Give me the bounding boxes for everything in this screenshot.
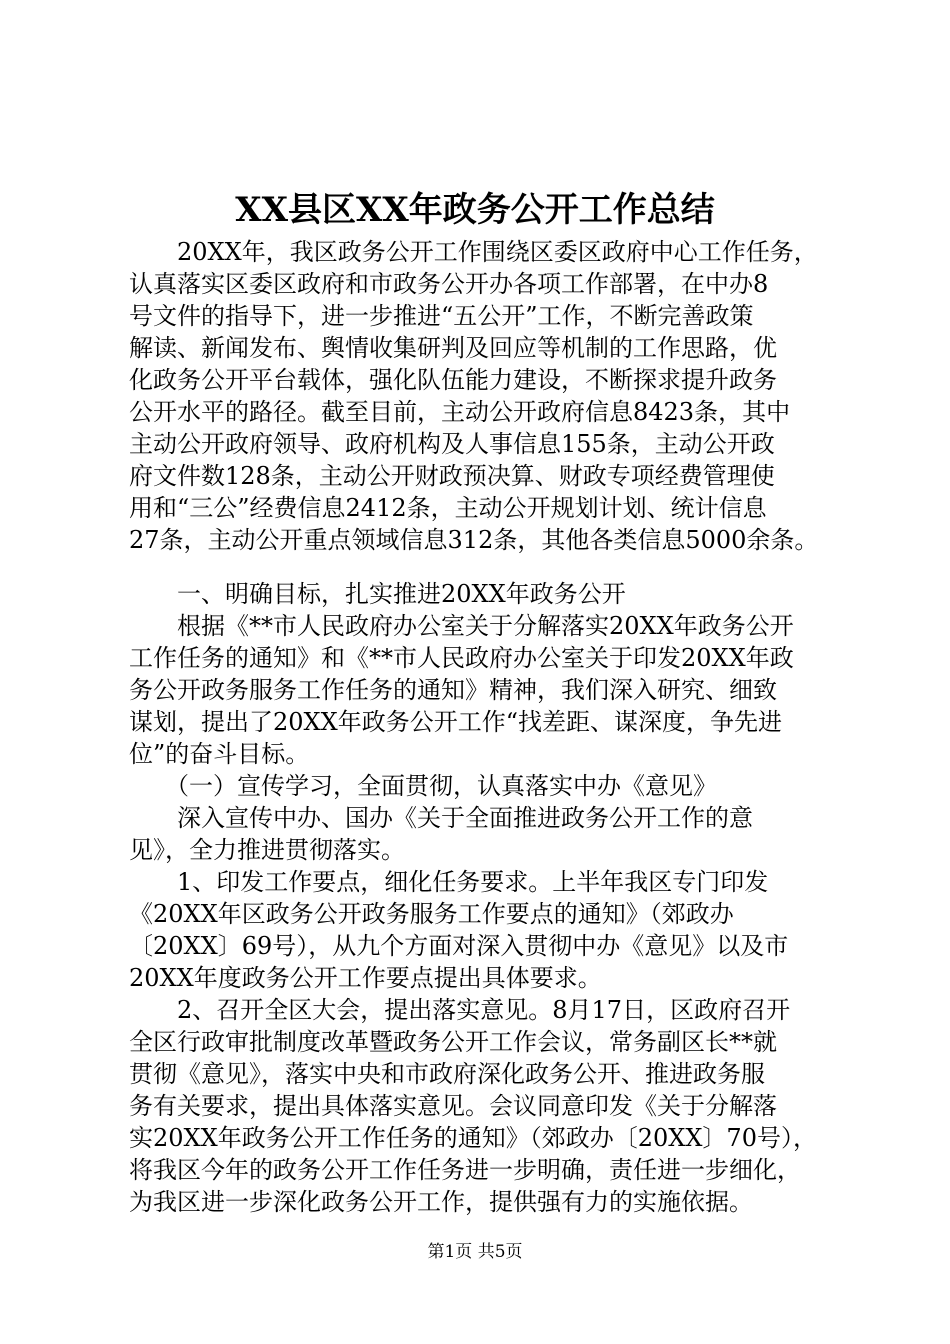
body-line: 工作任务的通知》和《**市人民政府办公室关于印发20XX年政: [129, 644, 794, 672]
body-line: 公开水平的路径。截至目前，主动公开政府信息8423条，其中: [129, 398, 791, 426]
body-line: 府文件数128条，主动公开财政预决算、财政专项经费管理使: [129, 462, 775, 490]
body-line: 27条，主动公开重点领域信息312条，其他各类信息5000余条。: [129, 526, 819, 554]
body-line: 谋划，提出了20XX年政务公开工作“找差距、谋深度，争先进: [129, 708, 782, 736]
body-line: 2、召开全区大会，提出落实意见。8月17日，区政府召开: [129, 996, 791, 1024]
body-line: 主动公开政府领导、政府机构及人事信息155条，主动公开政: [129, 430, 775, 458]
body-line: 《20XX年区政务公开政务服务工作要点的通知》（郊政办: [129, 900, 734, 928]
body-line: 务公开政务服务工作任务的通知》精神，我们深入研究、细致: [129, 676, 777, 704]
body-line: 20XX年度政务公开工作要点提出具体要求。: [129, 964, 602, 992]
document-title: XX县区XX年政务公开工作总结: [235, 190, 715, 230]
body-line: 〔20XX〕69号），从九个方面对深入贯彻中办《意见》以及市: [129, 932, 789, 960]
body-line: 20XX年，我区政务公开工作围绕区委区政府中心工作任务，: [129, 238, 818, 266]
body-line: 实20XX年政务公开工作任务的通知》（郊政办〔20XX〕70号），: [129, 1124, 817, 1152]
body-line: 贯彻《意见》，落实中央和市政府深化政务公开、推进政务服: [129, 1060, 765, 1088]
page-indicator: 第1页 共5页: [427, 1242, 523, 1262]
body-line: 为我区进一步深化政务公开工作，提供强有力的实施依据。: [129, 1188, 753, 1216]
body-line: 解读、新闻发布、舆情收集研判及回应等机制的工作思路，优: [129, 334, 777, 362]
body-line: 务有关要求，提出具体落实意见。会议同意印发《关于分解落: [129, 1092, 777, 1120]
section-heading: 一、明确目标，扎实推进20XX年政务公开: [129, 580, 626, 608]
body-line: 认真落实区委区政府和市政务公开办各项工作部署，在中办8: [129, 270, 769, 298]
body-line: 用和“三公”经费信息2412条，主动公开规划计划、统计信息: [129, 494, 767, 522]
body-line: 见》，全力推进贯彻落实。: [129, 836, 405, 864]
body-line: 位”的奋斗目标。: [129, 740, 310, 768]
body-line: 深入宣传中办、国办《关于全面推进政务公开工作的意: [129, 804, 753, 832]
subsection-heading: （一）宣传学习，全面贯彻，认真落实中办《意见》: [129, 772, 717, 800]
body-line: 根据《**市人民政府办公室关于分解落实20XX年政务公开: [129, 612, 794, 640]
body-line: 号文件的指导下，进一步推进“五公开”工作，不断完善政策: [129, 302, 754, 330]
body-line: 化政务公开平台载体，强化队伍能力建设，不断探求提升政务: [129, 366, 777, 394]
body-line: 1、印发工作要点，细化任务要求。上半年我区专门印发: [129, 868, 769, 896]
body-line: 全区行政审批制度改革暨政务公开工作会议，常务副区长**就: [129, 1028, 777, 1056]
body-line: 将我区今年的政务公开工作任务进一步明确，责任进一步细化，: [129, 1156, 801, 1184]
